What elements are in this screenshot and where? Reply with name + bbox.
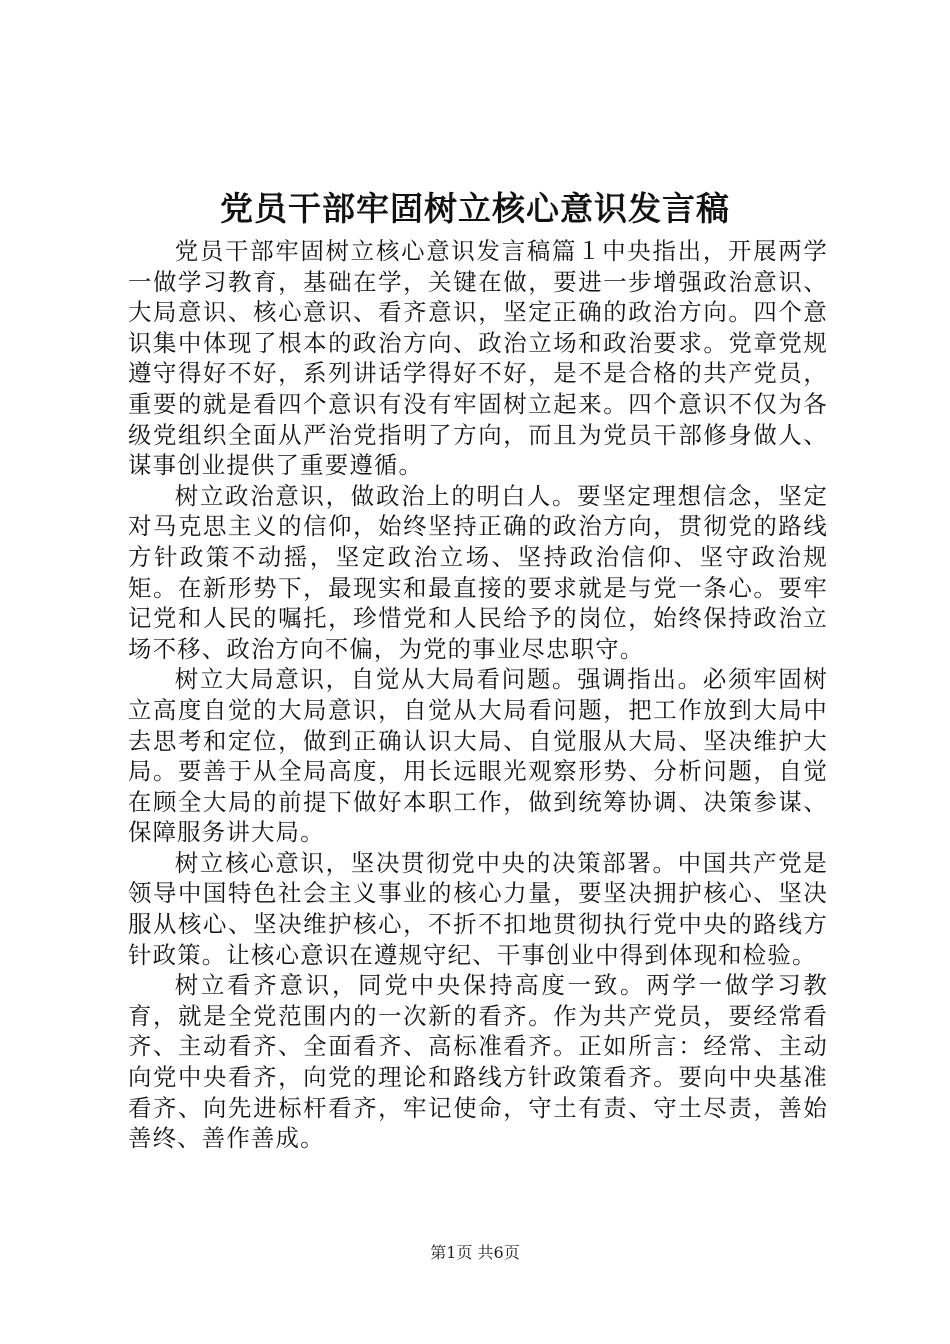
paragraph-overall-awareness: 树立大局意识，自觉从大局看问题。强调指出。必须牢固树立高度自觉的大局意识，自觉从大局看问题，把工作放到大局中去思考和定位，做到正确认识大局、自觉服从大局、坚决维护大局。要善于从全局高度，用长远眼光观察形势、分析问题，自觉在顾全大局的前提下做好本职工作，做到统筹协调、决策参谋、保障服务讲大局。	[128, 665, 828, 847]
page-number-footer: 第1页 共6页	[430, 1243, 520, 1262]
document-body	[128, 236, 828, 1154]
paragraph-intro: 党员干部牢固树立核心意识发言稿篇１中央指出，开展两学一做学习教育，基础在学，关键在做，要进一步增强政治意识、大局意识、核心意识、看齐意识，坚定正确的政治方向。四个意识集中体现了根本的政治方向、政治立场和政治要求。党章党规遵守得好不好，系列讲话学得好不好，是不是合格的共产党员，重要的就是看四个意识有没有牢固树立起来。四个意识不仅为各级党组织全面从严治党指明了方向，而且为党员干部修身做人、谋事创业提供了重要遵循。	[128, 237, 828, 480]
document-title: 党员干部牢固树立核心意识发言稿	[220, 189, 730, 228]
paragraph-alignment-awareness: 树立看齐意识，同党中央保持高度一致。两学一做学习教育，就是全党范围内的一次新的看齐。作为共产党员，要经常看齐、主动看齐、全面看齐、高标准看齐。正如所言：经常、主动向党中央看齐，向党的理论和路线方针政策看齐。要向中央基准看齐、向先进标杆看齐，牢记使命，守土有责、守土尽责，善始善终、善作善成。	[128, 971, 828, 1153]
paragraph-core-awareness: 树立核心意识，坚决贯彻党中央的决策部署。中国共产党是领导中国特色社会主义事业的核心力量，要坚决拥护核心、坚决服从核心、坚决维护核心，不折不扣地贯彻执行党中央的路线方针政策。让核心意识在遵规守纪、干事创业中得到体现和检验。	[128, 848, 828, 969]
paragraph-political-awareness: 树立政治意识，做政治上的明白人。要坚定理想信念，坚定对马克思主义的信仰，始终坚持正确的政治方向，贯彻党的路线方针政策不动摇，坚定政治立场、坚持政治信仰、坚守政治规矩。在新形势下，最现实和最直接的要求就是与党一条心。要牢记党和人民的嘱托，珍惜党和人民给予的岗位，始终保持政治立场不移、政治方向不偏，为党的事业尽忠职守。	[128, 481, 828, 663]
